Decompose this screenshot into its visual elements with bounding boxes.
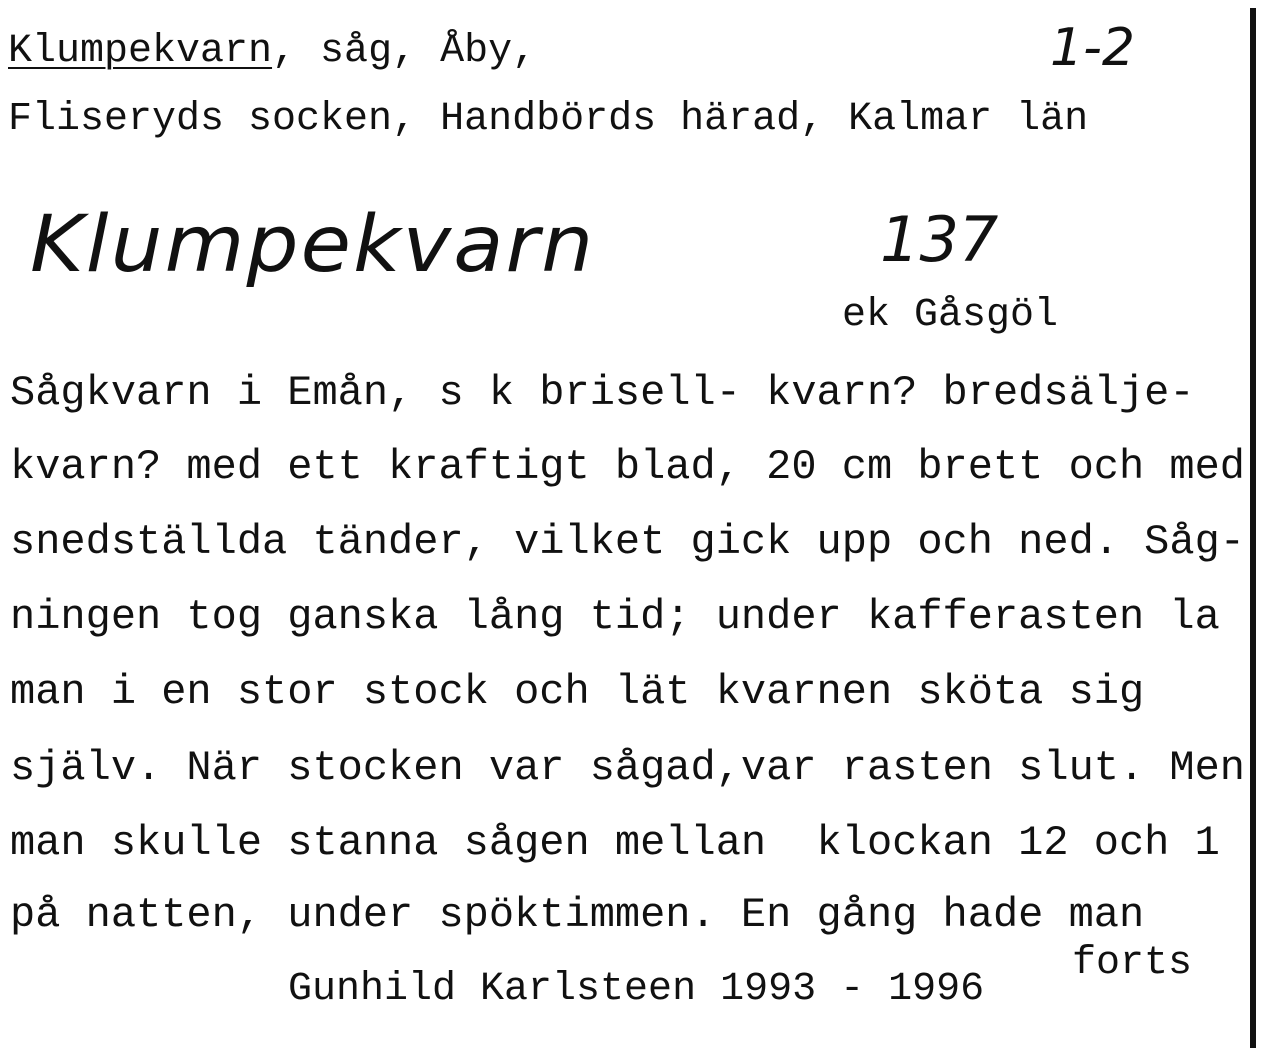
author-line: Gunhild Karlsteen 1993 - 1996 xyxy=(288,967,985,1012)
header-line-2: Fliseryds socken, Handbörds härad, Kalmar län xyxy=(8,97,1089,142)
header-line-1-rest: , såg, Åby, xyxy=(272,29,537,74)
card-edge-line xyxy=(1250,8,1256,1048)
body-line: på natten, under spöktimmen. En gång hade man xyxy=(10,891,1145,939)
handwritten-number: 137 xyxy=(880,203,999,276)
header-line-1 xyxy=(8,28,536,76)
body-line: man skulle stanna sågen mellan klockan 12 och 1 xyxy=(10,819,1220,867)
body-line: Sågkvarn i Emån, s k brisell- kvarn? bredsälje- xyxy=(10,369,1195,417)
place-name: Klumpekvarn xyxy=(8,29,273,74)
body-line: ningen tog ganska lång tid; under kafferasten la xyxy=(10,593,1220,641)
body-line: man i en stor stock och lät kvarnen sköta sig xyxy=(10,668,1145,716)
body-line: kvarn? med ett kraftigt blad, 20 cm brett och med xyxy=(10,443,1246,491)
subtitle: ek Gåsgöl xyxy=(842,293,1059,338)
body-line: snedställda tänder, vilket gick upp och ned. Såg- xyxy=(10,518,1246,566)
body-line: själv. När stocken var sågad,var rasten slut. Men xyxy=(10,744,1246,792)
handwritten-name: Klumpekvarn xyxy=(30,200,596,290)
continued-note: forts xyxy=(1072,941,1193,986)
reference-mark: 1-2 xyxy=(1050,18,1135,78)
